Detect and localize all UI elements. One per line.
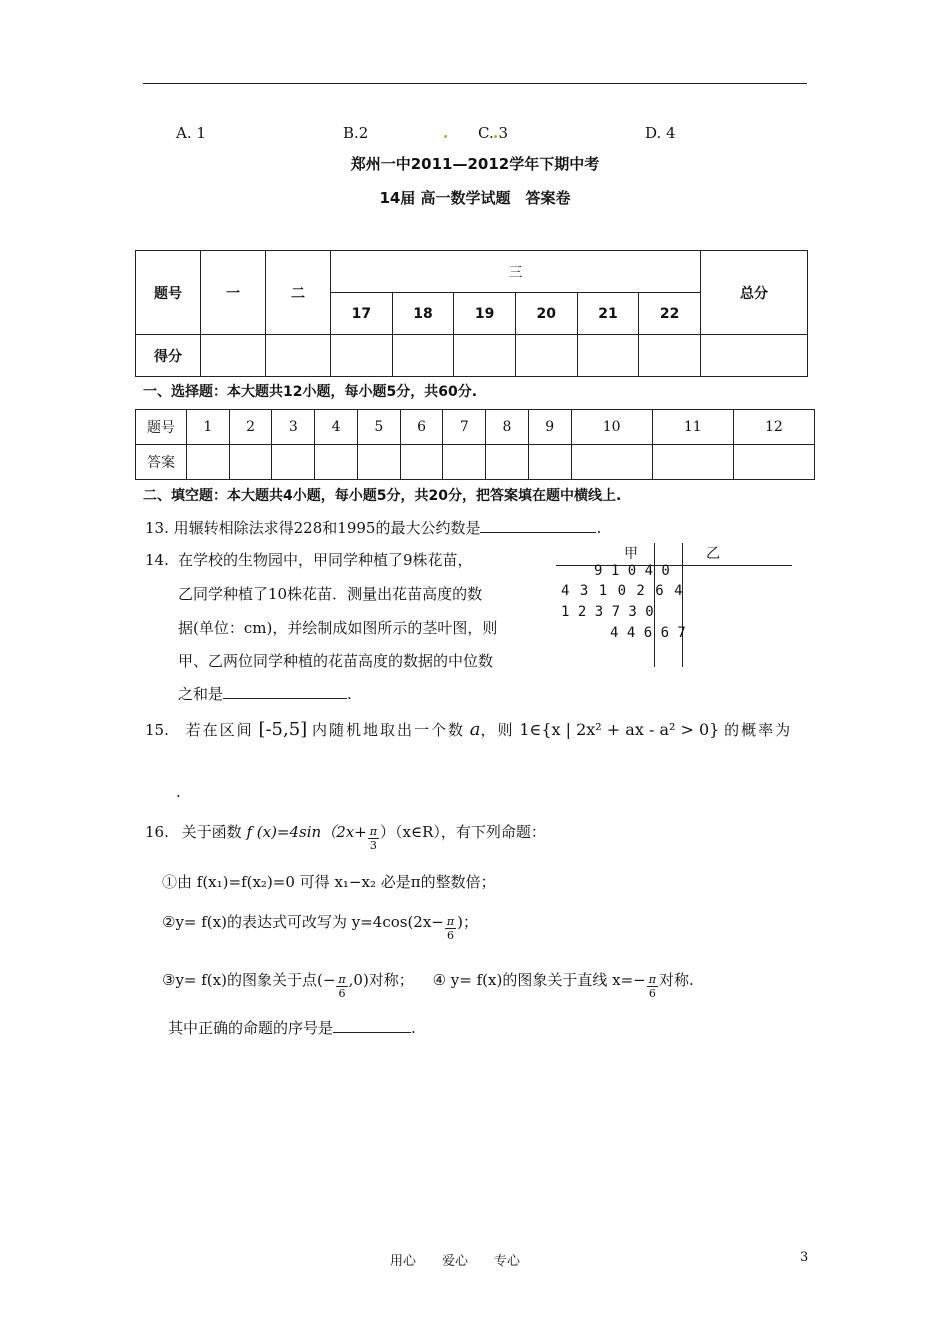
answer-cell[interactable] (315, 445, 358, 480)
q14-line-5 (178, 684, 352, 704)
q16-p2-end: )； (457, 913, 478, 931)
question-15 (145, 720, 810, 740)
stem-leaf-plot (554, 541, 796, 669)
answer-cell[interactable] (733, 445, 814, 480)
score-cell[interactable] (331, 335, 393, 377)
score-header-2: 二 (266, 251, 331, 335)
choice-c: C. 3 (478, 124, 509, 142)
top-rule (143, 83, 807, 84)
answer-cell[interactable] (272, 445, 315, 480)
stem-divider-right (682, 543, 683, 667)
frac-den: 6 (447, 929, 454, 942)
answer-num: 4 (315, 410, 358, 445)
frac-num: π (369, 825, 377, 838)
frac-den: 3 (369, 839, 377, 852)
period: . (347, 685, 352, 703)
answer-header-ans: 答案 (136, 445, 187, 480)
score-cell[interactable] (639, 335, 701, 377)
stray-mark (444, 135, 447, 138)
score-cell[interactable] (266, 335, 331, 377)
stem-left-label: 甲 (624, 546, 638, 562)
stem-row-4: 4 4 6 6 7 (610, 625, 686, 641)
q15-text-4: 的概率为 (724, 721, 793, 739)
stem-horizontal-line (556, 565, 792, 566)
q16-function: f (x)=4sin（2x+ (246, 823, 367, 841)
q16-p3-end: ,0)对称； (348, 971, 414, 989)
stem-row-2: 4 3 1 0 2 6 4 (561, 583, 684, 599)
footer-motto: 用心 爱心 专心 (390, 1254, 521, 1269)
q14-line-2: 乙同学种植了10株花苗．测量出花苗高度的数 (178, 585, 483, 603)
q16-proposition-1: ①由 f(x₁)=f(x₂)=0 可得 x₁−x₂ 必是π的整数倍； (162, 873, 496, 891)
answer-num: 10 (571, 410, 652, 445)
answer-header-no: 题号 (136, 410, 187, 445)
q14-line-3: 据(单位：cm)，并绘制成如图所示的茎叶图，则 (178, 619, 498, 637)
score-row-label: 得分 (136, 335, 201, 377)
score-cell[interactable] (454, 335, 516, 377)
question-number: 15. (145, 721, 169, 739)
exam-subtitle: 14届 高一数学试题 答案卷 (379, 189, 571, 207)
score-header-total: 总分 (701, 251, 808, 335)
choice-d: D. 4 (645, 124, 676, 142)
stem-right-label: 乙 (706, 546, 720, 562)
question-16 (145, 822, 546, 852)
score-cell[interactable] (392, 335, 454, 377)
q14-line-5-text: 之和是 (178, 685, 224, 703)
q15-interval: [-5,5] (258, 719, 308, 740)
score-sub-22: 22 (639, 293, 701, 335)
q16-ask-text: 其中正确的命题的序号是 (168, 1019, 334, 1037)
q16-proposition-3-4 (162, 970, 694, 1000)
answer-cell[interactable] (486, 445, 529, 480)
page-number: 3 (800, 1250, 809, 1265)
q14-line-4: 甲、乙两位同学种植的花苗高度的数据的中位数 (178, 652, 494, 670)
q15-set-expression: 1∈{x | 2x² + ax - a² > 0} (519, 720, 720, 739)
answer-num: 1 (187, 410, 230, 445)
answer-num: 7 (443, 410, 486, 445)
pi-over-6 (647, 973, 658, 1000)
score-cell[interactable] (701, 335, 808, 377)
answer-cell[interactable] (357, 445, 400, 480)
exam-title: 郑州一中2011—2012学年下期中考 (350, 155, 600, 173)
stem-row-1: 9 1 0 4 0 (594, 563, 670, 579)
frac-num: π (648, 973, 656, 986)
score-sub-21: 21 (577, 293, 639, 335)
answer-num: 11 (652, 410, 733, 445)
stem-row-3: 1 2 3 7 3 0 (561, 604, 654, 620)
answer-num: 6 (400, 410, 443, 445)
answer-cell[interactable] (229, 445, 272, 480)
question-number: 13. (145, 519, 169, 537)
q16-proposition-2 (162, 912, 478, 942)
answer-cell[interactable] (187, 445, 230, 480)
score-sub-19: 19 (454, 293, 516, 335)
question-14-number: 14. (145, 551, 169, 569)
q16-p2-text: ②y= f(x)的表达式可改写为 y=4cos(2x− (162, 913, 444, 931)
answer-blank[interactable] (223, 684, 347, 699)
score-sub-17: 17 (331, 293, 393, 335)
score-header-no: 题号 (136, 251, 201, 335)
q15-variable: a (469, 719, 481, 740)
answer-num: 5 (357, 410, 400, 445)
score-sub-20: 20 (515, 293, 577, 335)
choice-b: B.2 (343, 124, 369, 142)
pi-over-3 (368, 825, 379, 852)
answer-cell[interactable] (400, 445, 443, 480)
question-number: 16. (145, 823, 169, 841)
answer-blank[interactable] (480, 518, 596, 533)
score-header-3: 三 (331, 251, 701, 293)
answer-num: 8 (486, 410, 529, 445)
stem-divider-left (654, 543, 655, 667)
score-table (135, 250, 808, 377)
answer-blank[interactable] (333, 1018, 411, 1033)
section2-heading: 二、填空题：本大题共4小题，每小题5分，共20分，把答案填在题中横线上. (143, 488, 622, 504)
frac-num: π (338, 973, 346, 986)
q16-ask (168, 1018, 416, 1038)
pi-over-6 (445, 915, 456, 942)
q16-p4-end: 对称. (658, 971, 694, 989)
answer-cell[interactable] (528, 445, 571, 480)
period: . (596, 519, 602, 537)
answer-cell[interactable] (571, 445, 652, 480)
q16-intro-end: ）（x∈R），有下列命题： (380, 823, 546, 841)
q16-p3-text: ③y= f(x)的图象关于点(− (162, 971, 336, 989)
q15-text-1: 若在区间 (185, 721, 254, 739)
q15-text-3: ，则 (480, 721, 515, 739)
period: . (411, 1019, 416, 1037)
pi-over-6 (336, 973, 347, 1000)
q15-end: . (176, 783, 181, 801)
answer-num: 2 (229, 410, 272, 445)
question-13 (145, 518, 601, 538)
score-sub-18: 18 (392, 293, 454, 335)
answer-num: 3 (272, 410, 315, 445)
frac-den: 6 (338, 987, 346, 1000)
score-cell[interactable] (201, 335, 266, 377)
answer-num: 9 (528, 410, 571, 445)
frac-num: π (446, 915, 455, 928)
choice-a: A. 1 (176, 124, 206, 142)
answer-cell[interactable] (443, 445, 486, 480)
section1-heading: 一、选择题：本大题共12小题，每小题5分，共60分. (143, 384, 478, 400)
q14-line-1: 在学校的生物园中，甲同学种植了9株花苗， (178, 551, 473, 569)
q16-intro: 关于函数 (181, 823, 242, 841)
score-cell[interactable] (515, 335, 577, 377)
answer-cell[interactable] (652, 445, 733, 480)
q15-text-2: 内随机地取出一个数 (311, 721, 465, 739)
answer-num: 12 (733, 410, 814, 445)
q16-p4-text: ④ y= f(x)的图象关于直线 x=− (432, 971, 646, 989)
answer-table (135, 409, 815, 480)
score-cell[interactable] (577, 335, 639, 377)
score-header-1: 一 (201, 251, 266, 335)
question-text: 用辗转相除法求得228和1995的最大公约数是 (173, 519, 481, 537)
frac-den: 6 (648, 987, 656, 1000)
